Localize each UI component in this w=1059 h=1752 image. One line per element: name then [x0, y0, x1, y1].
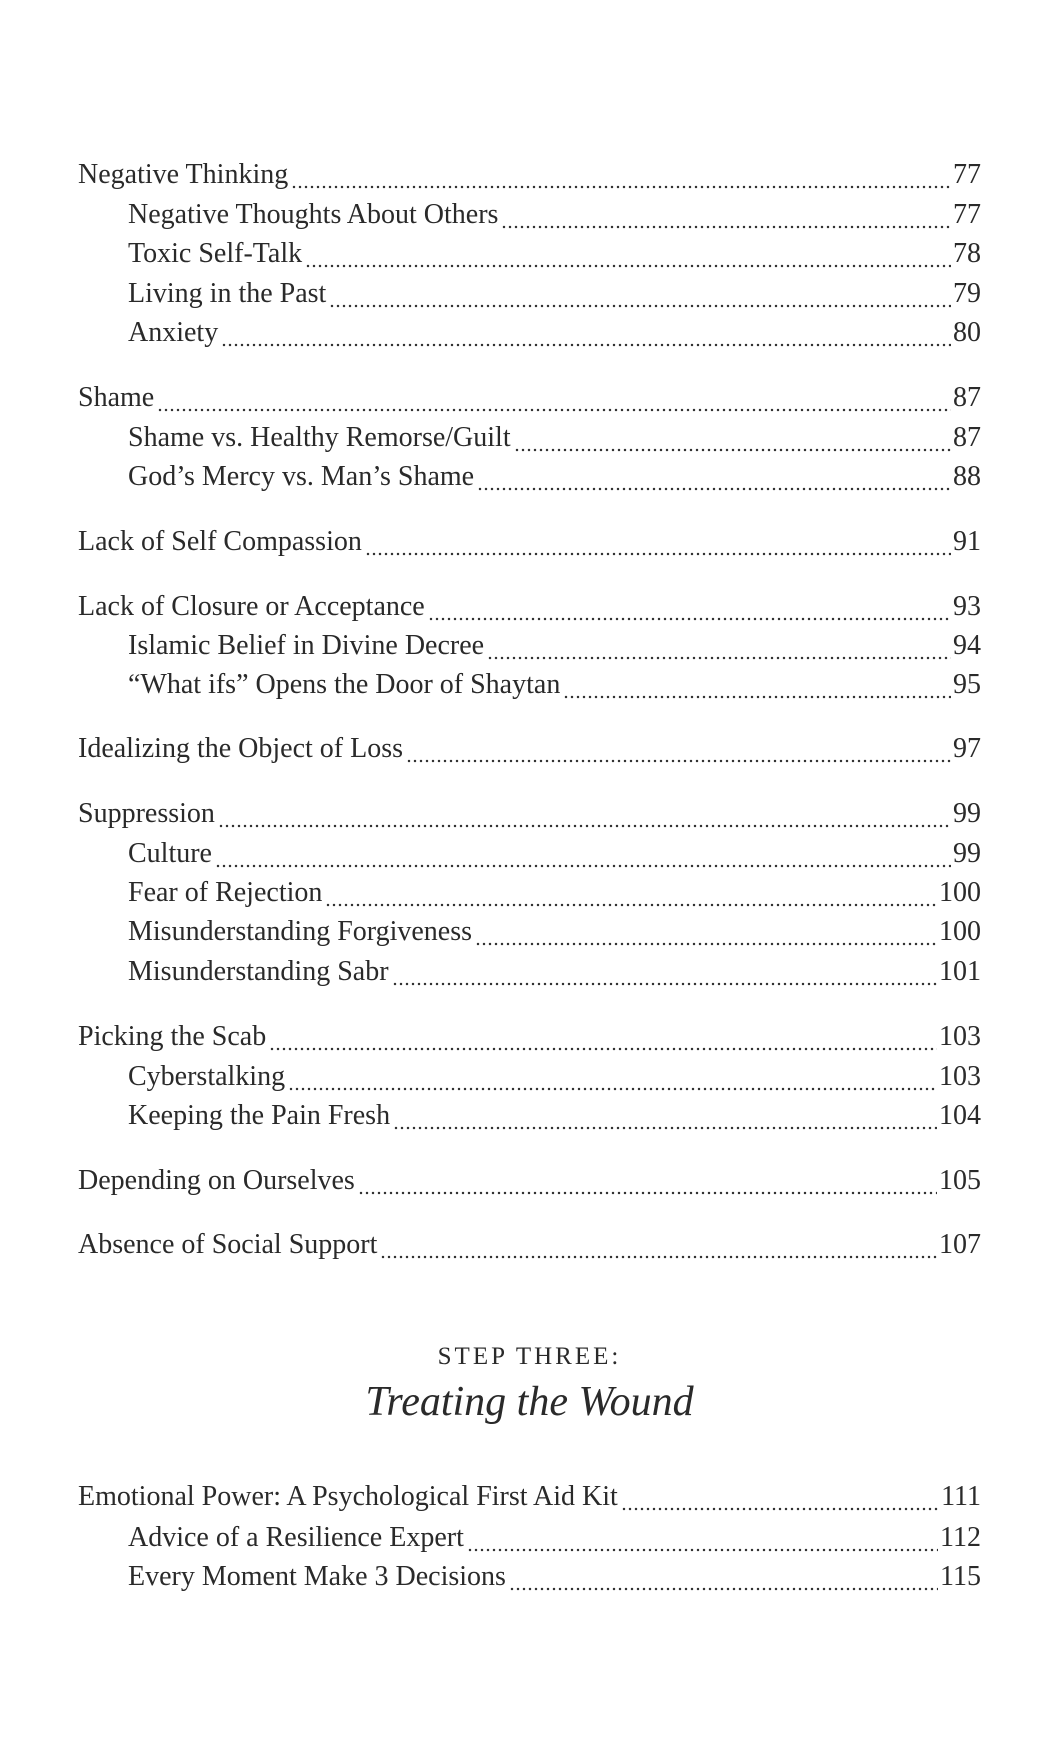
toc-entry[interactable] [128, 236, 981, 272]
toc-entry[interactable] [128, 197, 981, 233]
dot-leader [365, 524, 951, 560]
toc-entry-page: 88 [953, 461, 981, 492]
toc-entry[interactable] [128, 836, 981, 872]
toc-entry-page: 115 [940, 1561, 981, 1592]
toc-entry-title: Shame vs. Healthy Remorse/Guilt [128, 422, 511, 453]
toc-entry[interactable] [128, 1098, 981, 1134]
dot-leader [218, 796, 951, 832]
toc-entry-page: 103 [939, 1061, 981, 1092]
toc-entry-title: Suppression [78, 798, 215, 829]
dot-leader [428, 589, 951, 625]
toc-entry[interactable] [128, 276, 981, 312]
toc-entry-title: Shame [78, 382, 155, 413]
toc-entry-title: Keeping the Pain Fresh [128, 1100, 391, 1131]
toc-entry-title: Fear of Rejection [128, 877, 323, 908]
toc-entry-title: Emotional Power: A Psychological First Aid Kit [78, 1481, 618, 1512]
dot-leader [329, 276, 951, 312]
dot-leader [475, 914, 937, 950]
dot-leader [621, 1479, 939, 1515]
toc-entry-page: 94 [953, 630, 981, 661]
toc-entry[interactable] [128, 628, 981, 664]
section-title: Treating the Wound [365, 1379, 694, 1425]
dot-leader [392, 954, 937, 990]
dot-leader [467, 1520, 938, 1556]
toc-entry-page: 93 [953, 591, 981, 622]
toc-entry[interactable] [128, 954, 981, 990]
toc-entry-page: 112 [940, 1522, 981, 1553]
toc-entry[interactable] [128, 1059, 981, 1095]
toc-entry-page: 103 [939, 1021, 981, 1052]
toc-entry-page: 95 [953, 669, 981, 700]
toc-entry-title: God’s Mercy vs. Man’s Shame [128, 461, 475, 492]
toc-entry-page: 77 [953, 199, 981, 230]
toc-entry-page: 104 [939, 1100, 981, 1131]
toc-entry-page: 77 [953, 159, 981, 190]
toc-entry[interactable] [78, 1227, 981, 1263]
toc-entry-title: Picking the Scab [78, 1021, 267, 1052]
dot-leader [288, 1059, 937, 1095]
toc-entry-page: 111 [941, 1481, 981, 1512]
dot-leader [509, 1559, 938, 1595]
toc-entry-title: Lack of Self Compassion [78, 526, 362, 557]
toc-entry-title: Negative Thoughts About Others [128, 199, 499, 230]
toc-entry-page: 79 [953, 278, 981, 309]
toc-entry-title: Every Moment Make 3 Decisions [128, 1561, 506, 1592]
toc-entry[interactable] [78, 1479, 981, 1515]
toc-entry[interactable] [128, 667, 981, 703]
toc-entry-title: Misunderstanding Sabr [128, 956, 389, 987]
toc-entry-title: Negative Thinking [78, 159, 289, 190]
dot-leader [477, 459, 951, 495]
toc-entry-title: Idealizing the Object of Loss [78, 733, 404, 764]
toc-entry[interactable] [128, 875, 981, 911]
dot-leader [380, 1227, 937, 1263]
toc-entry-page: 97 [953, 733, 981, 764]
dot-leader [514, 420, 951, 456]
toc-entry-title: Culture [128, 838, 212, 869]
toc-entry-title: Misunderstanding Forgiveness [128, 916, 473, 947]
toc-entry[interactable] [78, 1019, 981, 1055]
dot-leader [305, 236, 951, 272]
toc-entry-title: Advice of a Resilience Expert [128, 1522, 464, 1553]
dot-leader [291, 157, 951, 193]
toc-entry[interactable] [78, 589, 981, 625]
toc-entry-title: Cyberstalking [128, 1061, 286, 1092]
toc-entry[interactable] [128, 315, 981, 351]
toc-entry-title: Islamic Belief in Divine Decree [128, 630, 485, 661]
toc-entry-page: 101 [939, 956, 981, 987]
toc-entry-title: Toxic Self-Talk [128, 238, 303, 269]
dot-leader [325, 875, 937, 911]
toc-entry-title: Living in the Past [128, 278, 327, 309]
toc-entry[interactable] [128, 459, 981, 495]
dot-leader [393, 1098, 937, 1134]
dot-leader [487, 628, 951, 664]
dot-leader [221, 315, 951, 351]
toc-entry-page: 91 [953, 526, 981, 557]
dot-leader [563, 667, 951, 703]
dot-leader [157, 380, 951, 416]
toc-entry[interactable] [128, 914, 981, 950]
dot-leader [269, 1019, 937, 1055]
toc-entry[interactable] [78, 380, 981, 416]
toc-entry[interactable] [78, 1163, 981, 1199]
toc-entry[interactable] [128, 420, 981, 456]
toc-entry[interactable] [78, 524, 981, 560]
toc-entry-page: 107 [939, 1229, 981, 1260]
toc-entry[interactable] [78, 157, 981, 193]
dot-leader [406, 731, 951, 767]
toc-entry-page: 87 [953, 422, 981, 453]
toc-entry-page: 80 [953, 317, 981, 348]
toc-entry[interactable] [128, 1559, 981, 1595]
toc-entry[interactable] [78, 796, 981, 832]
toc-entry-page: 100 [939, 877, 981, 908]
toc-entry-page: 105 [939, 1165, 981, 1196]
dot-leader [215, 836, 951, 872]
dot-leader [358, 1163, 937, 1199]
toc-entry-title: Anxiety [128, 317, 219, 348]
toc-entry-title: Lack of Closure or Acceptance [78, 591, 425, 622]
toc-entry-title: Depending on Ourselves [78, 1165, 355, 1196]
toc-entry-title: Absence of Social Support [78, 1229, 378, 1260]
toc-entry-page: 99 [953, 838, 981, 869]
toc-entry-page: 99 [953, 798, 981, 829]
toc-entry[interactable] [128, 1520, 981, 1556]
toc-entry[interactable] [78, 731, 981, 767]
toc-entry-page: 100 [939, 916, 981, 947]
dot-leader [501, 197, 951, 233]
toc-entry-page: 78 [953, 238, 981, 269]
toc-entry-title: “What ifs” Opens the Door of Shaytan [128, 669, 561, 700]
toc-entry-page: 87 [953, 382, 981, 413]
section-step-label: STEP THREE: [437, 1343, 622, 1370]
